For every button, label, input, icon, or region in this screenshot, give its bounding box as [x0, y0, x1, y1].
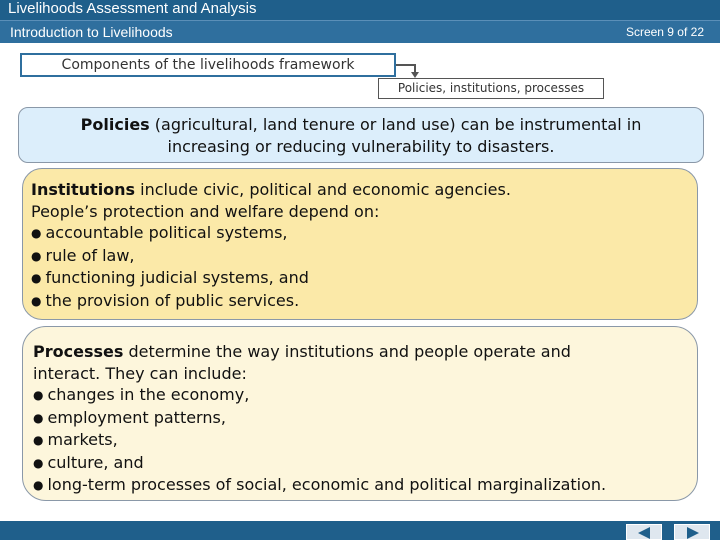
policies-text-2: increasing or reducing vulnerability to disasters. [167, 136, 555, 156]
bullet-icon: ● [33, 433, 44, 447]
policies-term: Policies [80, 115, 150, 134]
breadcrumb-current: Policies, institutions, processes [378, 78, 604, 99]
institutions-term: Institutions [31, 180, 136, 199]
app-title: Livelihoods Assessment and Analysis [8, 0, 257, 17]
list-item [33, 452, 685, 475]
list-item [31, 245, 685, 268]
section-title: Introduction to Livelihoods [10, 24, 173, 40]
list-item [33, 474, 685, 497]
list-item [33, 384, 685, 407]
list-item [31, 222, 685, 245]
bullet-icon: ● [33, 388, 44, 402]
list-item-text: the provision of public services. [45, 290, 300, 310]
triangle-left-icon [638, 527, 650, 539]
bullet-icon: ● [31, 226, 42, 240]
next-button[interactable] [674, 524, 710, 540]
bullet-icon: ● [33, 455, 44, 470]
bullet-icon: ● [31, 248, 42, 263]
triangle-right-icon [687, 527, 699, 539]
institutions-box [22, 168, 698, 320]
institutions-text-1: include civic, political and economic agencies. [135, 180, 511, 199]
list-item [31, 290, 685, 313]
section-header [0, 20, 720, 43]
list-item-text: functioning judicial systems, and [45, 268, 309, 287]
list-item [31, 267, 685, 290]
institutions-text-2: People’s protection and welfare depend on: [31, 201, 380, 221]
back-button[interactable] [626, 524, 662, 540]
policies-text-1: (agricultural, land tenure or land use) can be instrumental in [149, 115, 642, 134]
bullet-icon: ● [31, 293, 42, 308]
processes-box [22, 326, 698, 501]
policies-box [18, 107, 704, 163]
breadcrumb-parent[interactable]: Components of the livelihoods framework [20, 53, 396, 77]
breadcrumb-connector [396, 64, 416, 66]
processes-term: Processes [33, 342, 124, 361]
app-title-bar [0, 0, 720, 20]
list-item [33, 407, 685, 430]
list-item-text: rule of law, [45, 245, 135, 265]
footer-bar [0, 521, 720, 540]
processes-text-1: determine the way institutions and people operate and [123, 342, 571, 361]
list-item-text: markets, [47, 430, 118, 449]
processes-text-2: interact. They can include: [33, 363, 247, 383]
bullet-icon: ● [31, 271, 42, 285]
list-item [33, 429, 685, 452]
list-item-text: culture, and [47, 452, 144, 472]
bullet-icon: ● [33, 410, 44, 425]
list-item-text: employment patterns, [47, 407, 226, 427]
list-item-text: long-term processes of social, economic and political marginalization. [47, 475, 607, 494]
screen-counter: Screen 9 of 22 [625, 25, 704, 39]
bullet-icon: ● [33, 478, 44, 492]
list-item-text: accountable political systems, [45, 223, 288, 242]
list-item-text: changes in the economy, [47, 385, 250, 404]
